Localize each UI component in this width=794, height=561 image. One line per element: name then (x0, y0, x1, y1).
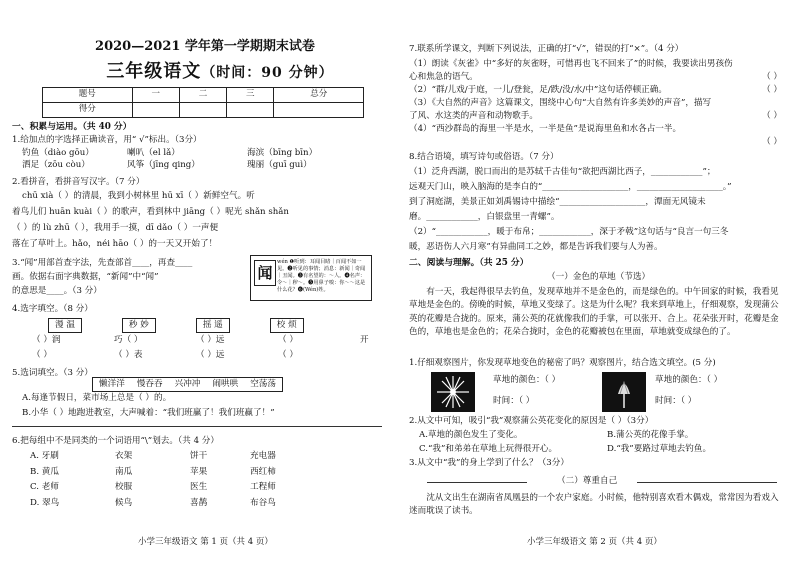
q4-blank[interactable]: （ ）远 (196, 335, 225, 345)
score-input-cell[interactable] (274, 103, 364, 118)
q6-word[interactable]: 校服 (115, 482, 133, 493)
question-5: 5.选词填空。（3 分） (12, 368, 93, 378)
q4-box: 秒 妙 (122, 318, 156, 333)
dandelion-open-image (431, 372, 475, 412)
q4-word-boxes (48, 318, 304, 333)
score-cell: 一 (132, 88, 179, 103)
q7-line[interactable]: 了风、水这类的声音和动物歌手。 (409, 111, 538, 121)
q4-blank[interactable]: 开 (360, 335, 369, 345)
question-7: 7.联系所学课文，判断下列说法，正确的打“√”，错误的打“×”。（4 分） (409, 44, 684, 54)
q7-answer-paren[interactable]: （ ） (762, 72, 782, 82)
reading-passage: 有一天，我起得很早去钓鱼，发现草地并不是金色的，而是绿色的。中午回家的时候，我看见草地是金色的。傍晚的时候，草地又变绿了。这是为什么呢？我来到草地上，仔细观察，发现蒲公英的花瓣是合拢的。原来，蒲公英的花就像我们的手掌，可以张开、合上。花朵张开时，花瓣是金色的，草地也是金色的；花朵合拢时，金色的花瓣被包在里面，草地就变成绿色的了。 (409, 287, 779, 337)
exam-title: 2020—2021 学年第一学期期末试卷 (95, 39, 315, 54)
q6-word[interactable]: 充电器 (250, 451, 276, 461)
q3-line[interactable]: 的意思是____。（3 分） (12, 286, 102, 296)
page-left (0, 0, 395, 561)
time-label[interactable]: 时间：（ ） (493, 396, 535, 406)
q6-word[interactable]: C. 老师 (30, 482, 59, 493)
q5-word: 兴冲冲 (169, 377, 207, 392)
q7-line[interactable]: 心和焦急的语气。 (409, 72, 478, 82)
q1-item[interactable]: 喇叭（el lǎ） (127, 148, 180, 158)
q3-line[interactable]: 画。依据右面字典数据，“新闻”中“闻” (12, 272, 159, 282)
answer-line[interactable] (427, 482, 527, 483)
q7-line[interactable]: （3）《大自然的声音》这篇课文，围绕中心句“大自然有许多美妙的声音”，描写 (409, 98, 712, 108)
q7-answer-paren[interactable]: （ ） (762, 85, 782, 95)
q5-word: 懒洋洋 (92, 377, 131, 392)
q6-word[interactable]: B. 黄瓜 (30, 466, 59, 477)
question-1: 1.给加点的字选择正确读音，用“ √”标出。（3分） (12, 135, 202, 145)
q6-word[interactable]: 工程师 (250, 482, 276, 493)
q1-item[interactable]: 瑰丽（guī guì） (247, 159, 312, 170)
q7-line[interactable]: （4）“西沙群岛的海里一半是水，一半是鱼”是说海里鱼和水各占一半。 (409, 124, 682, 134)
reading-question-2[interactable]: 2.从文中可知，吸引“我”观察蒲公英花变化的原因是（ ）（3分） (409, 416, 654, 426)
reading-question-3: 3.从文中“我”的身上学到了什么？（3分） (409, 458, 569, 468)
option-d[interactable]: D.“我”要路过草地去钓鱼。 (607, 444, 712, 454)
question-2: 2.看拼音，看拼音写汉字。（7 分） (12, 177, 145, 187)
dandelion-closed-icon (602, 372, 646, 412)
q4-blank[interactable]: （ ） (278, 335, 298, 345)
score-cell: 总分 (274, 88, 364, 103)
option-c[interactable]: C.“我”和弟弟在草地上玩得很开心。 (419, 444, 558, 454)
dandelion-open-icon (431, 372, 475, 412)
q6-grid (30, 451, 330, 509)
score-table-score-row (43, 103, 364, 118)
page-right (397, 0, 794, 561)
score-input-cell[interactable] (179, 103, 226, 118)
q6-word[interactable]: 喜鹊 (190, 497, 208, 508)
q5-word: 闹哄哄 (206, 377, 244, 392)
q6-word[interactable]: 苹果 (190, 466, 208, 477)
score-table (42, 87, 364, 118)
q6-word[interactable]: 布谷鸟 (250, 497, 276, 508)
q5-sentence-a[interactable]: A.每逢节假日，菜市场上总是（ ）的。 (22, 393, 172, 403)
q2-line[interactable]: （ ）的 lù zhū（ ），我用手一摸，dī dǎo（ ）一声便 (12, 223, 219, 233)
section-heading: 一、积累与运用。（共 40 分） (12, 122, 132, 132)
q4-blank[interactable]: （ ）远 (196, 350, 225, 360)
time-label[interactable]: 时间：（ ） (655, 396, 697, 406)
q6-word[interactable]: 南瓜 (115, 466, 133, 477)
exam-time: （时间：90 分钟） (201, 65, 334, 81)
option-a[interactable]: A.草地的颜色发生了变化。 (419, 430, 523, 440)
score-cell: 得分 (43, 103, 133, 118)
reading-question-1: 1.仔细观察图片，你发现草地变色的秘密了吗？观察图片，结合选文填空。(5 分) (409, 358, 716, 368)
q4-row (32, 350, 360, 362)
q8-line[interactable]: （2）“____________，暖于布帛；____________，深于矛戟”这句话与“良言一句三冬 (409, 227, 729, 237)
answer-line[interactable] (12, 426, 382, 427)
dictionary-char: 闻 (254, 260, 276, 286)
q6-word[interactable]: D. 翠鸟 (30, 497, 60, 508)
q6-word[interactable]: 西红柿 (250, 466, 276, 477)
score-cell: 二 (179, 88, 226, 103)
reading-passage: 沈从文出生在湖南省凤凰县的一个农户家庭。小时候，他特别喜欢看木偶戏，常常因为看戏入迷而耽误了读书。 (409, 493, 779, 517)
q6-word[interactable]: A. 牙刷 (30, 451, 59, 461)
grass-color-label[interactable]: 草地的颜色：（ ） (655, 375, 723, 385)
q4-box: 漫 温 (48, 318, 82, 333)
q5-word-box (92, 377, 283, 392)
q6-word[interactable]: 衣架 (115, 451, 133, 461)
q7-answer-paren[interactable]: （ ） (762, 111, 782, 121)
q5-sentence-b[interactable]: B.小华（ ）地跑进教室，大声喊着：“我们班赢了！我们班赢了！” (22, 408, 275, 418)
score-cell: 三 (227, 88, 274, 103)
q4-blank[interactable]: （ ）润 (32, 335, 61, 345)
dictionary-box (250, 255, 372, 301)
q1-items (22, 148, 357, 171)
q6-word[interactable]: 饼干 (190, 451, 208, 461)
subject-title (90, 60, 350, 84)
dandelion-closed-image (602, 372, 646, 412)
q4-blank[interactable]: （ ） (278, 350, 298, 360)
question-6: 6.把每组中不是同类的一个词语用“\”划去。（共 4 分） (12, 436, 219, 446)
q4-blank[interactable]: （ ） (32, 350, 52, 360)
q2-line[interactable]: chū xià（ ）的清晨，我到小树林里 hū xī（ ）新鲜空气。听 (22, 191, 255, 201)
section-heading: 二、阅读与理解。（共 25 分） (409, 258, 529, 268)
q1-item[interactable]: 风筝（jīng qing） (127, 159, 200, 170)
question-8: 8.结合语境，填写诗句或俗语。（7 分） (409, 152, 559, 162)
q8-line[interactable]: 远观天门山，映入脑海的是李白的“____________________，____________________。” (409, 182, 732, 192)
reading-title: （一）金色的草地（节选） (547, 272, 651, 282)
grass-color-label[interactable]: 草地的颜色：（ ） (493, 375, 561, 385)
q4-blank[interactable]: （ ）表 (114, 350, 143, 360)
q4-box: 校 烦 (270, 318, 304, 333)
q2-line[interactable]: 着鸟儿们 huān kuài（ ）的歌声，看到林中 jiāng（ ）呢光 shǎn shǎn (12, 207, 289, 217)
page-footer: 小学三年级语文 第 2 页（共 4 页） (527, 537, 662, 547)
q5-word: 慢吞吞 (131, 377, 169, 392)
q7-answer-paren[interactable]: （ ） (762, 137, 782, 147)
answer-line[interactable] (637, 482, 777, 483)
score-input-cell[interactable] (132, 103, 179, 118)
q8-line[interactable]: 磨。____________，白银盘里一青螺”。 (409, 212, 560, 222)
q5-word: 空荡荡 (244, 377, 283, 392)
q4-row (32, 335, 390, 347)
q6-word[interactable]: 候鸟 (115, 497, 133, 508)
q1-item[interactable]: 洒足（zōu còu） (22, 159, 90, 170)
q7-line[interactable]: （2）“群/儿戏/于庭，一儿/登瓮，足/跌/没/水/中”这句话停顿正确。 (409, 85, 667, 95)
q4-box: 摇 遥 (196, 318, 230, 333)
reading-title: （二）尊重自己 (557, 476, 618, 486)
q7-line[interactable]: （1）朗读《灰雀》中“多好的灰雀呀，可惜再也飞不回来了”的时候，我要读出男孩伤 (409, 59, 733, 69)
page-footer: 小学三年级语文 第 1 页（共 4 页） (138, 537, 273, 547)
q6-word[interactable]: 医生 (190, 482, 208, 493)
q8-line[interactable]: 暖，恶语伤人六月寒”有异曲同工之妙，都是告诉我们要与人为善。 (409, 242, 663, 252)
q4-blank[interactable]: 巧（ ） (114, 335, 143, 345)
option-b[interactable]: B.蒲公英的花像手掌。 (607, 430, 694, 440)
dictionary-text: wén ❶听到：耳闻目睹｜百闻不如一见。❷听见的事情；消息：新闻｜奇闻｜丑闻。❸有名望的：～人。❹名声：令～｜秽～。❺用鼻子嗅：你～～这是什么花？❻(Wén)姓。 (277, 259, 366, 294)
score-input-cell[interactable] (227, 103, 274, 118)
q2-line[interactable]: 落在了草叶上。hǎo，néi hāo（ ）的一天又开始了！ (12, 239, 218, 249)
score-cell: 题号 (43, 88, 133, 103)
q8-line[interactable]: 到了洞庭湖，美景正如刘禹锡诗中描绘“____________________，潭面无风镜未 (409, 197, 706, 207)
question-3[interactable]: 3.“闻”用部首查字法，先查部首____，再查____ (12, 258, 193, 268)
score-table-header-row (43, 88, 364, 103)
q1-item[interactable]: 海滨（bīng bīn） (247, 148, 318, 158)
q8-line[interactable]: （1）泛舟西湖，脱口而出的是苏轼千古佳句“欲把西湖比西子，____________”； (409, 167, 716, 177)
q1-item[interactable]: 钓鱼（diào gōu） (22, 148, 94, 158)
question-4: 4.选字填空。（8 分） (12, 304, 93, 314)
subject-name: 三年级语文 (106, 61, 202, 82)
